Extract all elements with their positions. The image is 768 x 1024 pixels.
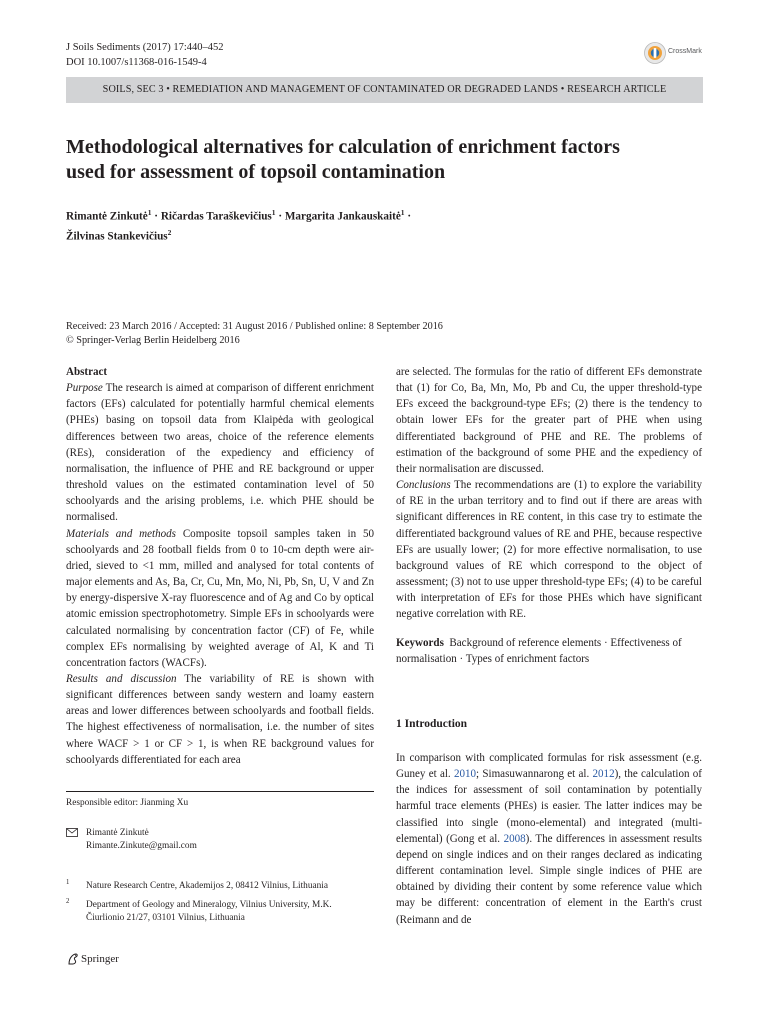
- author-list: [66, 205, 666, 244]
- author-name[interactable]: Margarita Jankauskaitė: [284, 210, 401, 223]
- copyright-notice: © Springer-Verlag Berlin Heidelberg 2016: [66, 335, 240, 346]
- author-name[interactable]: Ričardas Taraškevičius: [160, 210, 272, 223]
- results-label: Results and discussion: [66, 672, 177, 685]
- conclusions-label: Conclusions: [396, 479, 451, 492]
- crossmark-label: CrossMark: [668, 48, 702, 55]
- responsible-editor: Responsible editor: Jianming Xu: [66, 798, 189, 808]
- publisher-name: Springer: [81, 953, 119, 965]
- introduction-paragraph: [396, 750, 702, 928]
- journal-reference: [66, 41, 224, 70]
- methods-label: Materials and methods: [66, 527, 176, 540]
- article-title: [66, 135, 706, 185]
- section-banner: SOILS, SEC 3 • REMEDIATION AND MANAGEMENT OF CONTAMINATED OR DEGRADED LANDS • RESEARCH ARTICLE: [66, 77, 703, 103]
- affiliation-number: 2: [66, 898, 70, 905]
- methods-text: Composite topsoil samples taken in 50 schoolyards and 28 football fields from 0 to 10-cm depth were air-dried, sieved to <1 mm, milled and analysed for total contents of major elements and As, Ba, Cr, Cu, Mn, Mo, Ni, Pb, Sn, U, V and Zn by energy-dispersive X-ray fluorescence and of Ag and Co by optical atomic emission spectrophotometry. Simple EFs in schoolyards were calculated normalising by concentration factor (CF) of Fe, while complex EFs normalising by weighted average of Al, K and Ti concentration factors (WACFs).: [66, 527, 374, 669]
- results-text: The variability of RE is shown with significant differences between sandy western and loamy eastern areas and lower differences between schoolyards and football fields. The highest effectiveness of normalisation, i.e. the number of sites where WACF > 1 or CF > 1, is when RE background values for schoolyards differentiated for each area: [66, 672, 374, 766]
- affiliation-1: Nature Research Centre, Akademijos 2, 08412 Vilnius, Lithuania: [86, 881, 328, 891]
- author-affiliation-number: 1: [400, 208, 405, 217]
- received-accepted-dates: Received: 23 March 2016 / Accepted: 31 August 2016 / Published online: 8 September 2016: [66, 321, 443, 332]
- citation-link[interactable]: 2008: [503, 832, 526, 845]
- publication-history: [66, 320, 443, 348]
- affiliation-2-line: Department of Geology and Mineralogy, Vilnius University, M.K.: [86, 900, 332, 910]
- publisher-logo: [66, 952, 186, 968]
- results-continued: are selected. The formulas for the ratio of different EFs demonstrate that (1) for Co, Ba, Mn, Mo, Pb and Cu, the upper threshold-type EFs exceed the background-type EFs; (2) there is the tendency to obtain lower EFs for the greater part of PHE when using differentiated background of PHE and RE. The problems of estimation of the background of some PHE and the expediency of their normalisation are discussed.: [396, 366, 702, 475]
- author-separator: ·: [151, 210, 161, 223]
- citation-link[interactable]: 2010: [453, 768, 477, 781]
- envelope-icon: [66, 828, 78, 837]
- keywords-text: Background of reference elements · Effectiveness of normalisation · Types of enrichment factors: [396, 636, 682, 665]
- introduction-text: [396, 750, 702, 928]
- corresponding-author: [86, 827, 197, 852]
- author-line: [66, 205, 666, 225]
- abstract-results: [66, 671, 374, 768]
- doi: DOI 10.1007/s11368-016-1549-4: [66, 56, 207, 68]
- title-line: Methodological alternatives for calculation of enrichment factors: [66, 136, 620, 158]
- intro-text-run: ; Simasuwannarong et al.: [476, 768, 593, 781]
- intro-text-run: ), the calculation of the indices for assessment of soil contamination by potentially harmful trace elements (PHEs) is easier. The latter indices may be classified into single (mono-elemental) and integrated (multi-elemental) (Gong et al.: [396, 768, 702, 845]
- intro-text-run: ). The differences in assessment results depend on single indices and on their ranges declared as indicating different contamination level. Simple single indices of PHE are obtained by dividing their content by some reference value which may be different: concentration of element in the Earth's crust (Reimann and de: [396, 832, 702, 926]
- section-heading-introduction: 1 Introduction: [396, 718, 468, 730]
- author-affiliation-number: 1: [147, 208, 152, 217]
- journal-citation: J Soils Sediments (2017) 17:440–452: [66, 42, 224, 53]
- author-name[interactable]: Žilvinas Stankevičius: [66, 230, 168, 243]
- springer-horse-icon: [66, 952, 80, 966]
- crossmark-badge[interactable]: [644, 42, 714, 68]
- abstract-methods: [66, 526, 374, 671]
- title-line: used for assessment of topsoil contamination: [66, 161, 446, 183]
- citation-link[interactable]: 2012: [592, 768, 615, 781]
- abstract-conclusions: [396, 477, 702, 622]
- corresponding-author-name: Rimantė Zinkutė: [86, 828, 149, 838]
- conclusions-text: The recommendations are (1) to explore the variability of RE in the urban territory and to find out if there are areas with significant differences in RE content, in this case try to estimate the differentiated background values of RE and PHE, because respective EFs are usually lower; (2) for more effective normalisation, to use background values of RE which correspond to the object of assessment; (3) not to use upper threshold-type EFs; (4) to be careful with interpretation of EFs for those PHEs which have significant negative correlation with RE.: [396, 479, 702, 621]
- purpose-label: Purpose: [66, 382, 103, 395]
- corresponding-author-email[interactable]: Rimante.Zinkute@gmail.com: [86, 840, 197, 851]
- author-separator: ·: [275, 210, 285, 223]
- author-affiliation-number: 2: [167, 227, 172, 237]
- keywords-label: Keywords: [396, 636, 444, 649]
- purpose-text: The research is aimed at comparison of different enrichment factors (EFs) calculated for potentially harmful chemical elements (PHEs) basing on topsoil data from Klaipėda with geological differences between two areas, choice of the reference elements (REs), consideration of the expediency and efficiency of normalisation, the influence of PHE and RE background or upper threshold values on the estimated contamination level of 50 schoolyards and the arising problems, i.e. which PHE should be normalised.: [66, 382, 374, 524]
- crossmark-icon: [644, 42, 666, 64]
- affiliation-2-line: Čiurlionio 21/27, 03101 Vilnius, Lithuania: [86, 912, 245, 923]
- affiliation-2: [86, 899, 376, 924]
- author-line: [66, 225, 666, 245]
- keywords: [396, 635, 702, 667]
- footnote-divider: [66, 791, 374, 792]
- author-name[interactable]: Rimantė Zinkutė: [66, 210, 148, 223]
- abstract-right-column: [396, 364, 702, 667]
- author-separator: ·: [404, 210, 412, 223]
- author-affiliation-number: 1: [271, 208, 276, 217]
- intro-text-run: In comparison with complicated formulas for risk assessment (e.g. Guney et al.: [396, 752, 702, 781]
- affiliation-number: 1: [66, 879, 70, 886]
- abstract-heading: Abstract: [66, 366, 108, 378]
- abstract-left-column: [66, 364, 374, 768]
- abstract-purpose: [66, 380, 374, 525]
